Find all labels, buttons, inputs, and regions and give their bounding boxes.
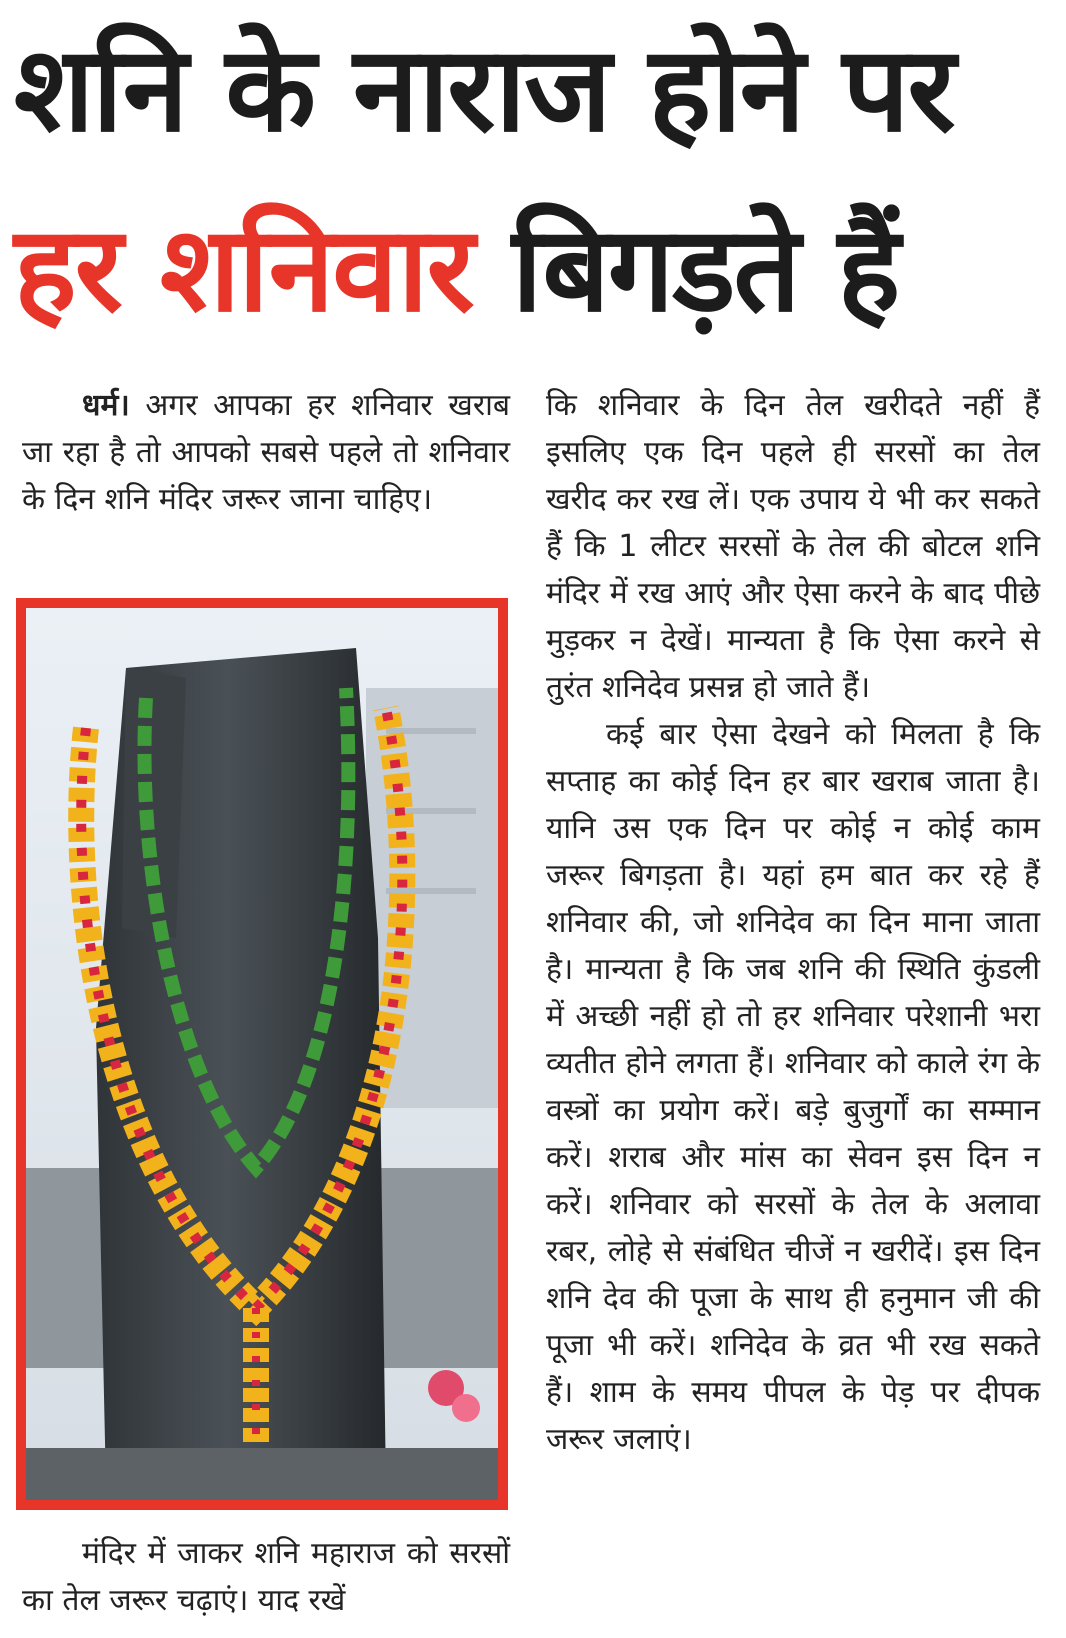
headline-highlight: हर शनिवार (14, 200, 473, 338)
right-paragraph-1: कि शनिवार के दिन तेल खरीदते नहीं हैं इसलिए एक दिन पहले ही सरसों का तेल खरीद कर रख लें। एक उपाय ये भी कर सकते हैं कि 1 लीटर सरसों के तेल की बोटल शनि मंदिर में रख आएं और ऐसा करने के बाद पीछे मुड़कर न देखें। मान्यता है कि ऐसा करने से तुरंत शनिदेव प्रसन्न हो जाते हैं। (546, 388, 1040, 705)
headline-continuation: बिगड़ते हैं (511, 200, 899, 338)
intro-text: अगर आपका हर शनिवार खराब जा रहा है तो आपको सबसे पहले तो शनिवार के दिन शनि मंदिर जरूर जाना चाहिए। (22, 388, 510, 517)
photo-illustration (26, 608, 498, 1500)
byline: धर्म। (82, 388, 130, 423)
intro-paragraph (22, 382, 510, 523)
headline-line-2 (14, 200, 1054, 338)
headline-line-1: शनि के नाराज होने पर (14, 20, 954, 158)
right-paragraph-2: कई बार ऐसा देखने को मिलता है कि सप्ताह का कोई दिन हर बार खराब जाता है। यानि उस एक दिन पर कोई न कोई काम जरूर बिगड़ता है। यहां हम बात कर रहे हैं शनिवार की, जो शनिदेव का दिन माना जाता है। मान्यता है कि जब शनि की स्थिति कुंडली में अच्छी नहीं हो तो हर शनिवार परेशानी भरा व्यतीत होने लगता हैं। शनिवार को काले रंग के वस्त्रों का प्रयोग करें। बड़े बुजुर्गों का सम्मान करें। शराब और मांस का सेवन इस दिन न करें। शनिवार को सरसों के तेल के अलावा रबर, लोहे से संबंधित चीजें न खरीदें। इस दिन शनि देव की पूजा के साथ ही हनुमान जी की पूजा भी करें। शनिदेव के व्रत भी रख सकते हैं। शाम के समय पीपल के पेड़ पर दीपक जरूर जलाएं। (546, 717, 1040, 1457)
article-column-left-bottom (22, 1530, 510, 1624)
continued-paragraph: मंदिर में जाकर शनि महाराज को सरसों का तेल जरूर चढ़ाएं। याद रखें (22, 1536, 510, 1618)
shani-idol-photo (16, 598, 508, 1510)
article-column-left-top (22, 382, 510, 523)
article-column-right (546, 382, 1040, 1463)
